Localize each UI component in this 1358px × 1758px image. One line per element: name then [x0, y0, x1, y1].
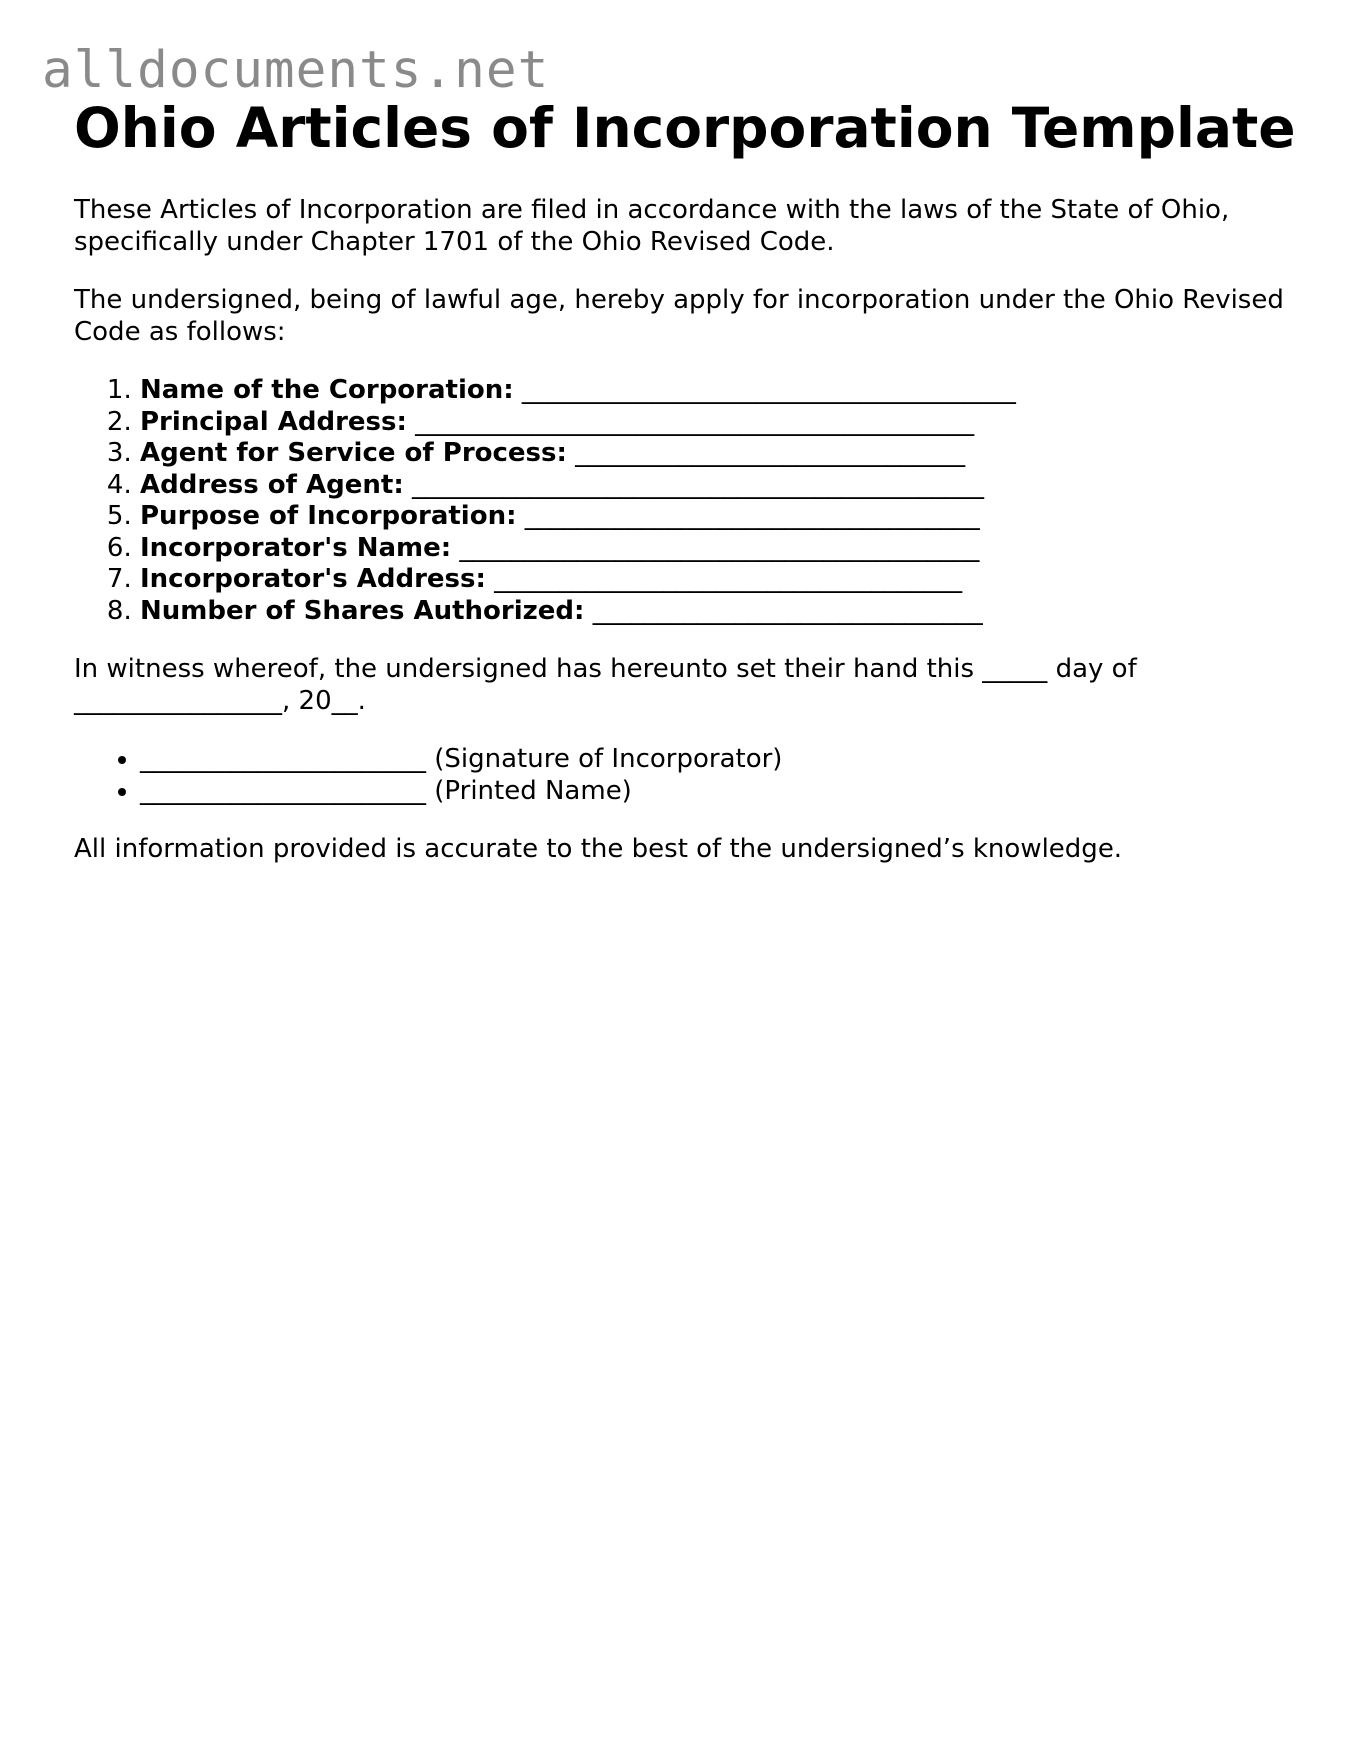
witness-line-1: In witness whereof, the undersigned has hereunto set their hand this _____ day of [74, 654, 1137, 684]
field-incorporator-name: 6. Incorporator's Name: ________________________________________ [140, 533, 1294, 565]
application-paragraph: The undersigned, being of lawful age, hereby apply for incorporation under the Ohio Revised Code as follows: [74, 285, 1284, 347]
witness-paragraph [74, 654, 1294, 717]
field-principal-address: 2. Principal Address: ___________________________________________ [140, 407, 1294, 439]
field-purpose: 5. Purpose of Incorporation: ___________________________________ [140, 501, 1294, 533]
document-title: Ohio Articles of Incorporation Template [74, 96, 1296, 160]
fill-blank[interactable]: ________________________________________ [459, 532, 980, 563]
document-body [74, 92, 1294, 866]
field-agent-address: 4. Address of Agent: ____________________________________________ [140, 470, 1294, 502]
fill-blank[interactable]: ___________________________________ [524, 501, 980, 531]
witness-line-2: ________________, 20__. [74, 685, 366, 716]
printed-name-line [140, 776, 1294, 808]
fill-blank[interactable]: ___________________________________________ [415, 406, 975, 437]
fill-blank[interactable]: ______________________________ [592, 595, 983, 626]
incorporation-fields-list [74, 375, 1294, 627]
fill-blank[interactable]: ______________________________________ [521, 375, 1016, 405]
printed-name-blank[interactable]: ______________________ [140, 775, 426, 806]
printed-name-label: (Printed Name) [434, 775, 632, 806]
fill-blank[interactable]: ____________________________________________ [412, 469, 984, 500]
signature-list [74, 744, 1294, 807]
field-incorporator-address: 7. Incorporator's Address: ____________________________________ [140, 564, 1294, 596]
fill-blank[interactable]: ______________________________ [575, 438, 966, 468]
field-agent-service: 3. Agent for Service of Process: ______________________________ [140, 438, 1294, 470]
field-shares-authorized: 8. Number of Shares Authorized: ______________________________ [140, 596, 1294, 628]
intro-paragraph: These Articles of Incorporation are filed in accordance with the laws of the State of Ohio, specifically under Chapter 1701 of the Ohio Revised Code. [74, 195, 1230, 257]
signature-blank[interactable]: ______________________ [140, 744, 426, 774]
signature-line [140, 744, 1294, 776]
signature-label: (Signature of Incorporator) [434, 744, 783, 774]
closing-statement: All information provided is accurate to the best of the undersigned’s knowledge. [74, 834, 1123, 864]
watermark-logo: alldocuments.net [42, 41, 550, 100]
field-corporation-name: 1. Name of the Corporation: ______________________________________ [140, 375, 1294, 407]
fill-blank[interactable]: ____________________________________ [494, 564, 963, 594]
